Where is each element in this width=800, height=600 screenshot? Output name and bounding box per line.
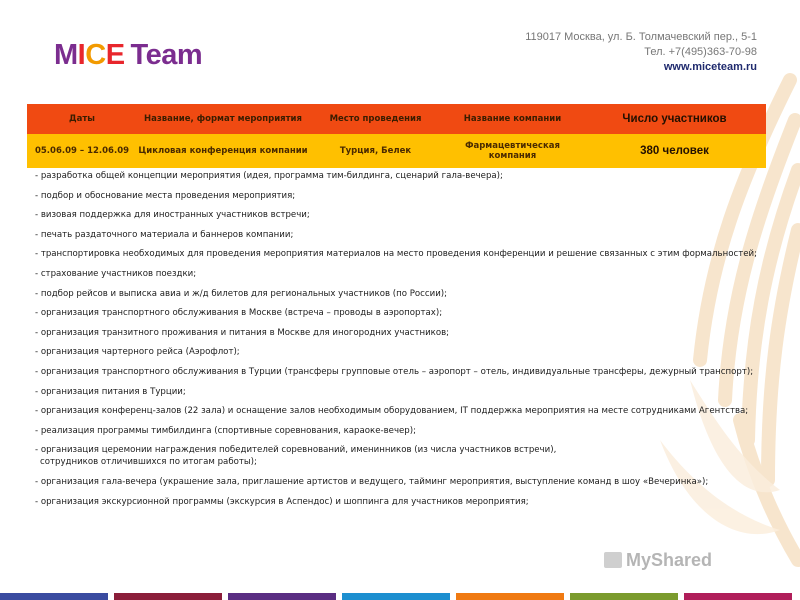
table-row [27, 134, 766, 168]
watermark-icon [604, 552, 622, 568]
cell-company: Фармацевтическая компания [442, 134, 583, 168]
contact-block [525, 30, 757, 75]
list-item-text: - организация церемонии награждения победителей соревнований, именинников (из числа участников встречи), [35, 445, 557, 456]
footer-segment [456, 593, 564, 600]
contact-address: 119017 Москва, ул. Б. Толмачевский пер., 5-1 [525, 31, 757, 43]
list-item: - подбор рейсов и выписка авиа и ж/д билетов для региональных участников (по России); [35, 288, 448, 299]
cell-venue: Турция, Белек [309, 134, 442, 168]
watermark [604, 550, 712, 571]
table-header-row [27, 104, 766, 134]
list-item: - организация питания в Турции; [35, 386, 186, 397]
header-dates: Даты [27, 104, 137, 134]
list-item: - организация транспортного обслуживания в Москве (встреча – проводы в аэропортах); [35, 308, 443, 319]
logo-word-team: Team [130, 39, 203, 71]
list-item: - реализация программы тимбилдинга (спортивные соревнования, караоке-вечер); [35, 425, 417, 436]
header-event-name: Название, формат мероприятия [137, 104, 309, 134]
task-list [35, 170, 770, 515]
footer-color-bar [0, 593, 800, 600]
list-item [35, 444, 770, 468]
header-participants: Число участников [583, 104, 766, 134]
event-summary-table [27, 104, 766, 168]
footer-segment [0, 593, 108, 600]
cell-participants: 380 человек [583, 134, 766, 168]
header-venue: Место проведения [309, 104, 442, 134]
company-logo [54, 38, 202, 72]
list-item: - организация гала-вечера (украшение зала, приглашение артистов и ведущего, тайминг мероприятия, выступление команд в шоу «Вечеринка»); [35, 476, 709, 487]
cell-event-name: Цикловая конференция компании [137, 134, 309, 168]
list-item: - организация чартерного рейса (Аэрофлот); [35, 347, 240, 358]
logo-letter-i: I [77, 39, 86, 71]
footer-segment [114, 593, 222, 600]
logo-letter-c: C [85, 39, 106, 71]
cell-dates: 05.06.09 – 12.06.09 [27, 134, 137, 168]
contact-website-link[interactable]: www.miceteam.ru [663, 61, 757, 73]
footer-segment [570, 593, 678, 600]
header-company: Название компании [442, 104, 583, 134]
footer-segment [342, 593, 450, 600]
watermark-text: MyShared [626, 550, 713, 570]
list-item: - визовая поддержка для иностранных участников встречи; [35, 210, 310, 221]
list-item: - разработка общей концепции мероприятия (идея, программа тим-билдинга, сценарий гала-вечера); [35, 171, 503, 181]
contact-phone: Тел. +7(495)363-70-98 [644, 46, 757, 58]
list-item-continuation: сотрудников отличившихся по итогам работы); [40, 457, 257, 468]
list-item: - организация конференц-залов (22 зала) и оснащение залов необходимым оборудованием, IT поддержка мероприятия на месте сотрудниками Агентства; [35, 406, 749, 417]
list-item: - транспортировка необходимых для проведения мероприятия материалов на место проведения конференции и решение связанных с этим формальностей; [35, 249, 757, 260]
list-item: - организация экскурсионной программы (экскурсия в Аспендос) и шоппинга для участников мероприятия; [35, 496, 529, 507]
footer-segment [228, 593, 336, 600]
list-item: - печать раздаточного материала и баннеров компании; [35, 229, 294, 240]
logo-letter-m: M [54, 39, 78, 71]
list-item: - страхование участников поездки; [35, 268, 197, 279]
logo-letter-e: E [105, 39, 125, 71]
list-item: - подбор и обоснование места проведения мероприятия; [35, 190, 296, 201]
list-item: - организация транспортного обслуживания в Турции (трансферы групповые отель – аэропорт – отель, индивидуальные трансферы, дежурный транспорт); [35, 366, 754, 377]
list-item: - организация транзитного проживания и питания в Москве для иногородних участников; [35, 327, 450, 338]
footer-segment [684, 593, 792, 600]
